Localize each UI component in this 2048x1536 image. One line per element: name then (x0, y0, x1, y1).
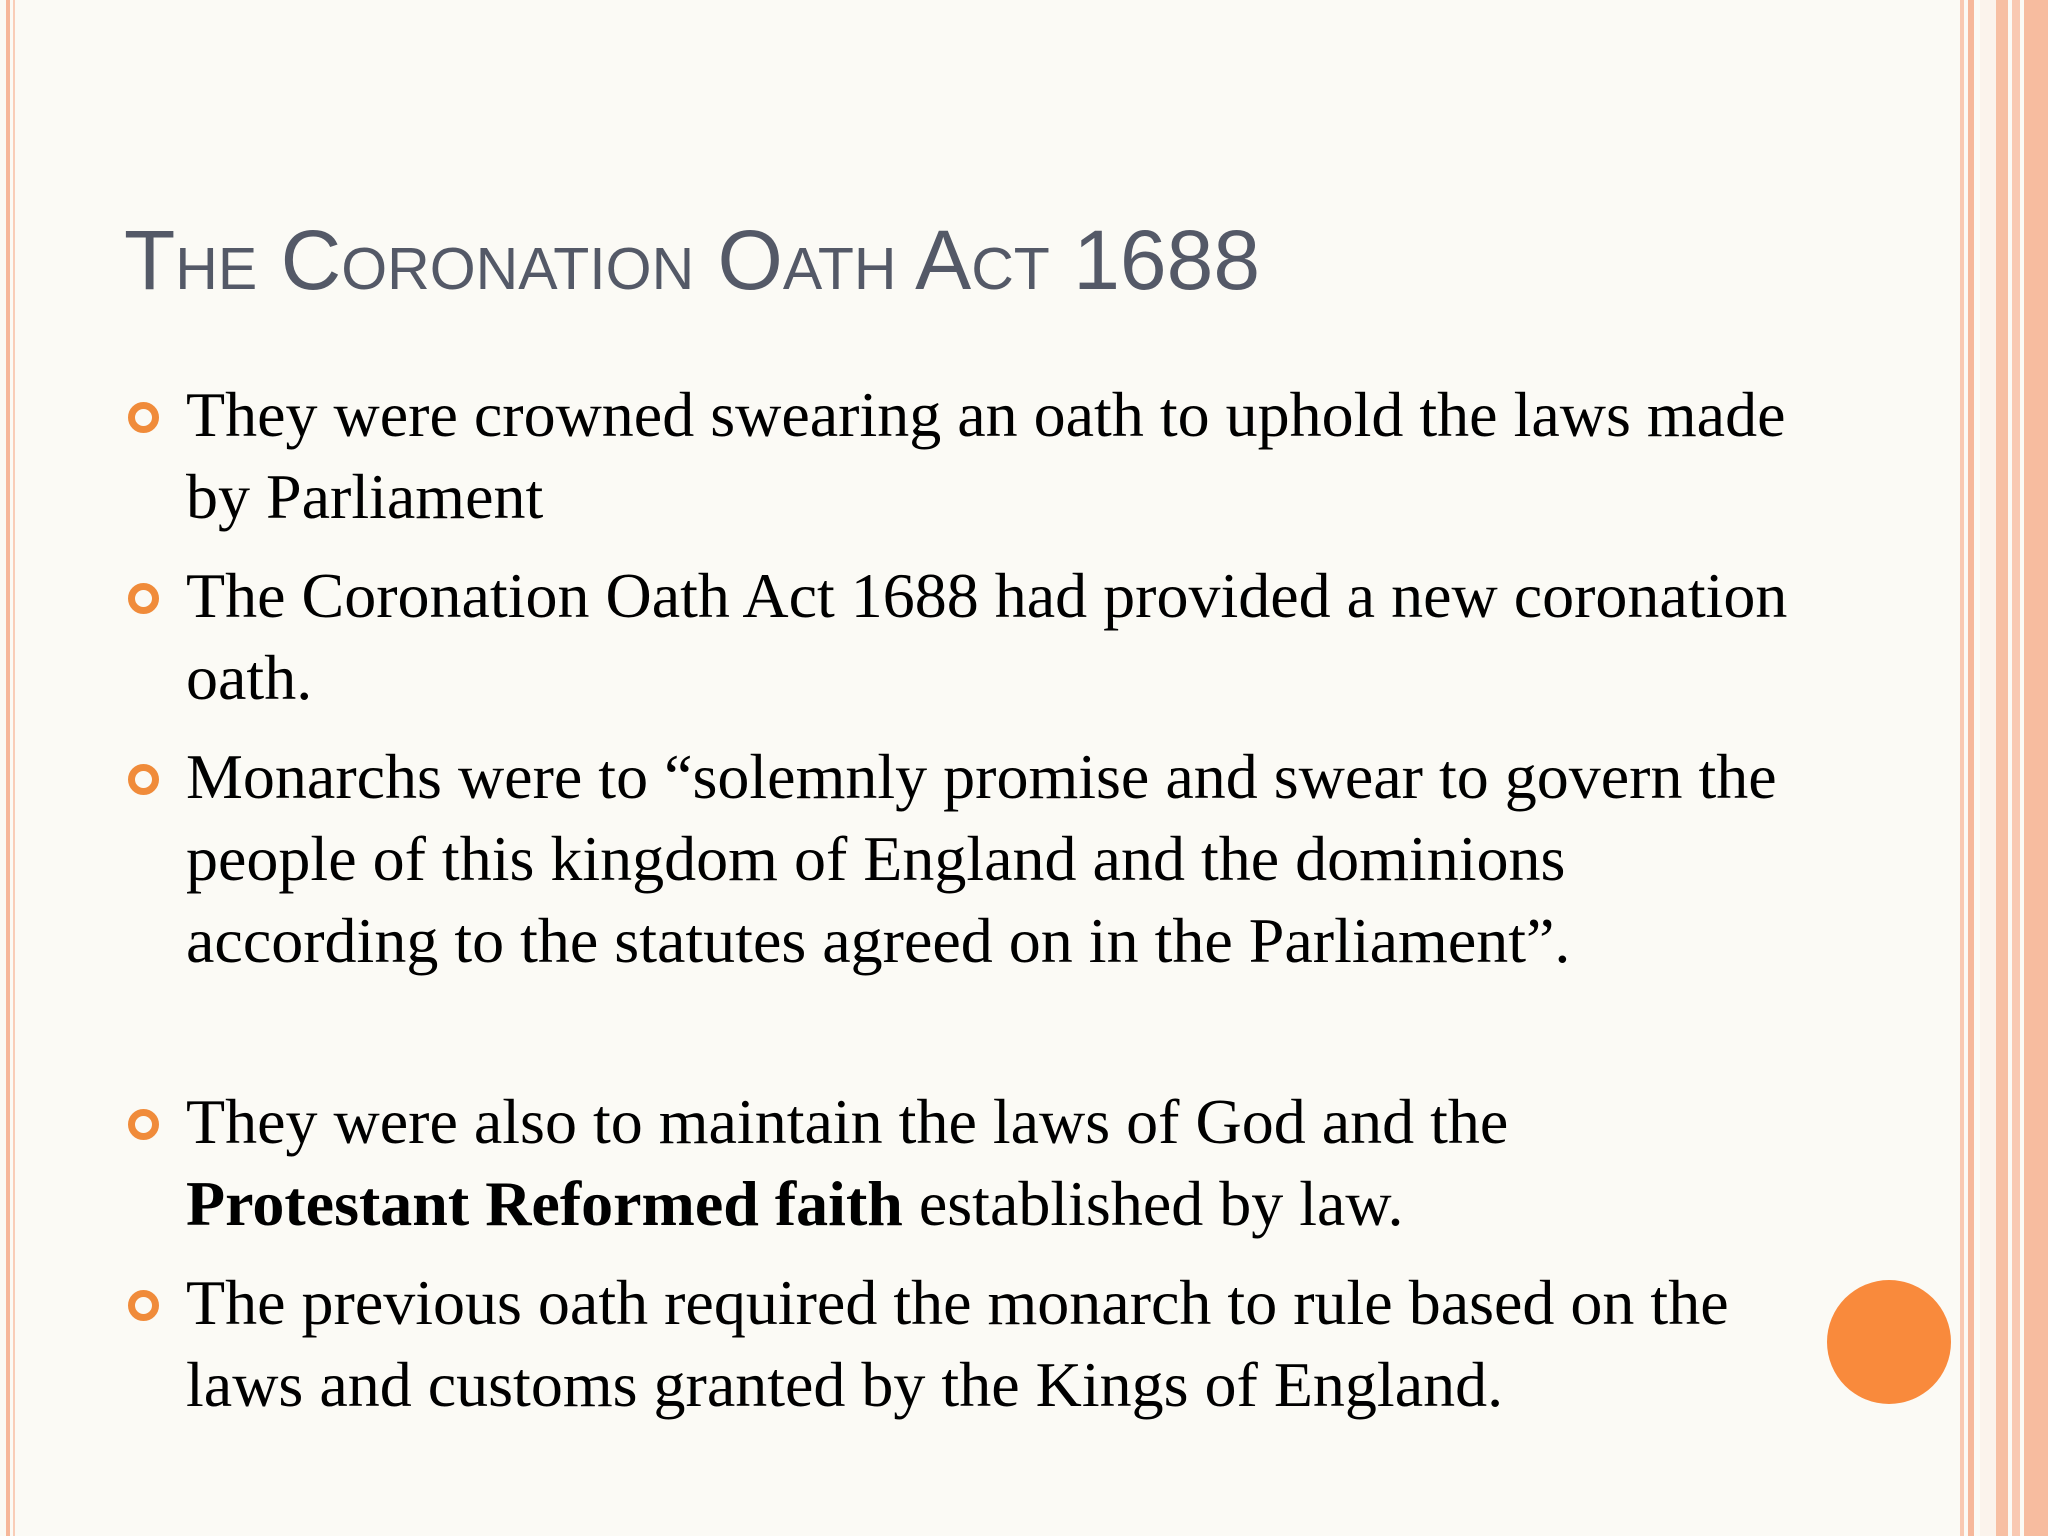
bullet-text-segment: They were also to maintain the laws of God and the (186, 1086, 1509, 1157)
bullet-item (186, 374, 1806, 538)
ring-bullet-icon (128, 402, 159, 433)
slide-title: The Coronation Oath Act 1688 (124, 213, 1261, 307)
bullet-text-segment: established by law. (902, 1168, 1404, 1239)
left-border-stripe (13, 0, 15, 1536)
right-border-stripe (1980, 0, 1996, 1536)
ring-bullet-icon (128, 583, 159, 614)
bullet-text: Monarchs were to “solemnly promise and swear to govern the people of this kingdom of England and the dominions according to the statutes agreed on in the Parliament”. (186, 741, 1777, 976)
bullet-text (186, 1081, 1806, 1245)
bullet-item (186, 1081, 1806, 1245)
bullet-text: The previous oath required the monarch to rule based on the laws and customs granted by the Kings of England. (186, 1267, 1729, 1420)
ring-bullet-icon (128, 1109, 159, 1140)
left-border-stripe (6, 0, 10, 1536)
bullet-item (186, 1262, 1806, 1426)
right-border-stripe (2012, 0, 2020, 1536)
right-border-stripe (1960, 0, 1964, 1536)
bullet-item (186, 555, 1806, 719)
bold-emphasis: Protestant Reformed faith (186, 1168, 903, 1239)
right-border-stripe (1968, 0, 1974, 1536)
decorative-circle (1827, 1280, 1951, 1404)
ring-bullet-icon (128, 1290, 159, 1321)
bullet-text: They were crowned swearing an oath to uphold the laws made by Parliament (186, 379, 1786, 532)
ring-bullet-icon (128, 764, 159, 795)
bullet-text: The Coronation Oath Act 1688 had provided a new coronation oath. (186, 560, 1788, 713)
right-border-stripe (2024, 0, 2048, 1536)
bullet-item (186, 736, 1806, 982)
right-border-stripe (1996, 0, 2008, 1536)
